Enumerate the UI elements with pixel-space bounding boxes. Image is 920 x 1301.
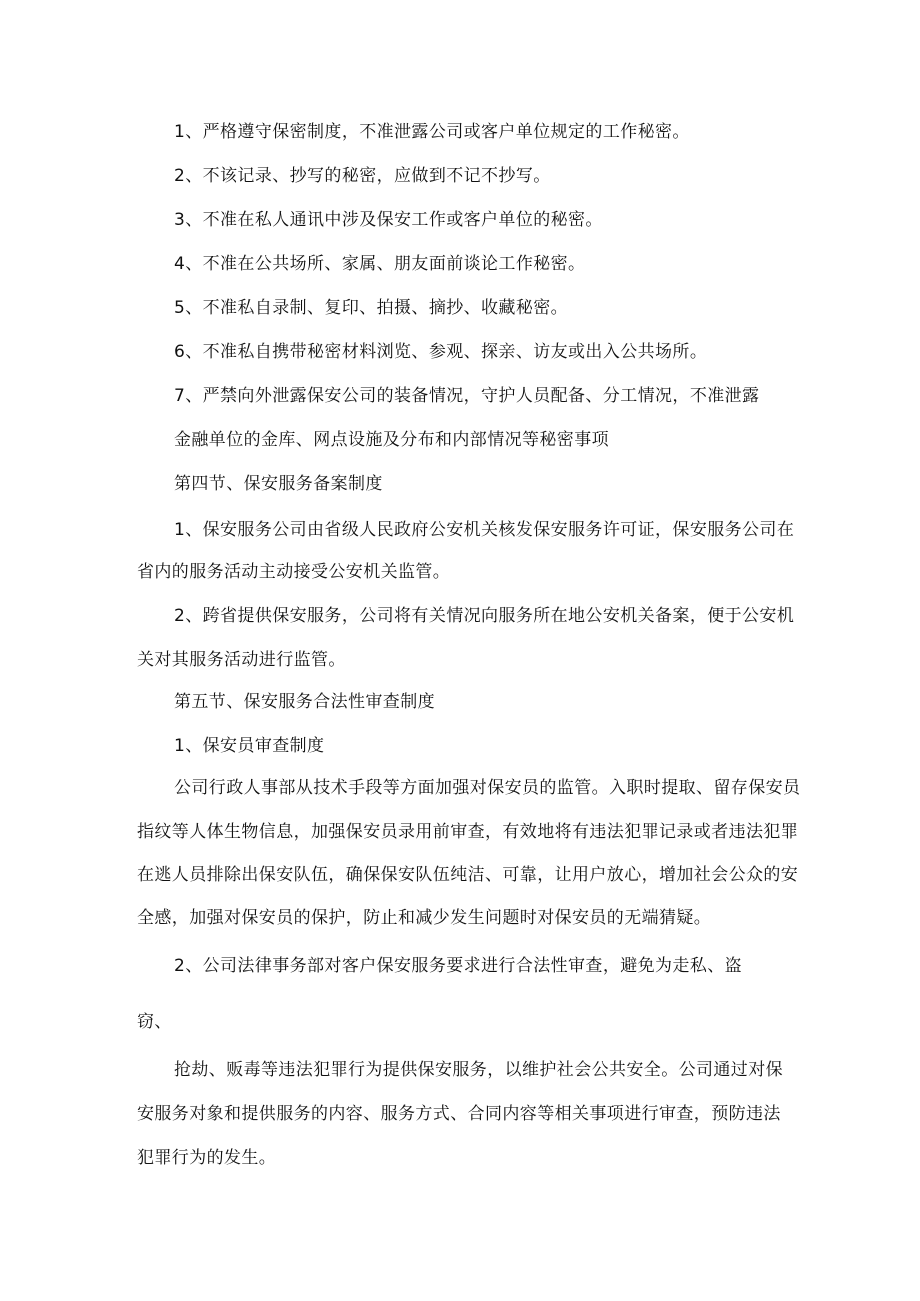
section-5-para-1-line-3: 在逃人员排除出保安队伍，确保保安队伍纯洁、可靠，让用户放心，增加社会公众的安 <box>137 865 799 885</box>
section-5-para-1-line-2: 指纹等人体生物信息，加强保安员录用前审查，有效地将有违法犯罪记录或者违法犯罪 <box>137 822 799 842</box>
section-4-heading: 第四节、保安服务备案制度 <box>174 474 383 494</box>
secrecy-rule-7-continuation: 金融单位的金库、网点设施及分布和内部情况等秘密事项 <box>174 430 609 450</box>
section-5-heading: 第五节、保安服务合法性审查制度 <box>174 692 435 712</box>
secrecy-rule-5: 5、不准私自录制、复印、拍摄、摘抄、收藏秘密。 <box>174 298 569 318</box>
section-4-para-1-line-1: 1、保安服务公司由省级人民政府公安机关核发保安服务许可证，保安服务公司在 <box>174 520 795 540</box>
section-4-para-2-line-2: 关对其服务活动进行监管。 <box>137 650 346 670</box>
secrecy-rule-2: 2、不该记录、抄写的秘密，应做到不记不抄写。 <box>174 166 551 186</box>
section-5-para-1-line-4: 全感，加强对保安员的保护，防止和减少发生问题时对保安员的无端猜疑。 <box>137 908 712 928</box>
section-5-para-1-line-1: 公司行政人事部从技术手段等方面加强对保安员的监管。入职时提取、留存保安员 <box>174 778 801 798</box>
secrecy-rule-1: 1、严格遵守保密制度，不准泄露公司或客户单位规定的工作秘密。 <box>174 122 690 142</box>
section-4-para-1-line-2: 省内的服务活动主动接受公安机关监管。 <box>137 562 451 582</box>
section-5-para-3-line-2: 安服务对象和提供服务的内容、服务方式、合同内容等相关事项进行审查，预防违法 <box>137 1104 781 1124</box>
secrecy-rule-7: 7、严禁向外泄露保安公司的装备情况，守护人员配备、分工情况，不准泄露 <box>174 386 760 406</box>
secrecy-rule-6: 6、不准私自携带秘密材料浏览、参观、探亲、访友或出入公共场所。 <box>174 342 708 362</box>
section-5-para-3-line-1: 抢劫、贩毒等违法犯罪行为提供保安服务，以维护社会公共安全。公司通过对保 <box>174 1060 783 1080</box>
section-5-para-3-line-3: 犯罪行为的发生。 <box>137 1148 277 1168</box>
section-5-para-2-line-2: 窃、 <box>137 1012 172 1032</box>
secrecy-rule-3: 3、不准在私人通讯中涉及保安工作或客户单位的秘密。 <box>174 210 603 230</box>
section-5-para-2-line-1: 2、公司法律事务部对客户保安服务要求进行合法性审查，避免为走私、盗 <box>174 956 743 976</box>
section-5-subheading-1: 1、保安员审查制度 <box>174 736 325 756</box>
secrecy-rule-4: 4、不准在公共场所、家属、朋友面前谈论工作秘密。 <box>174 254 586 274</box>
section-4-para-2-line-1: 2、跨省提供保安服务，公司将有关情况向服务所在地公安机关备案，便于公安机 <box>174 606 795 626</box>
